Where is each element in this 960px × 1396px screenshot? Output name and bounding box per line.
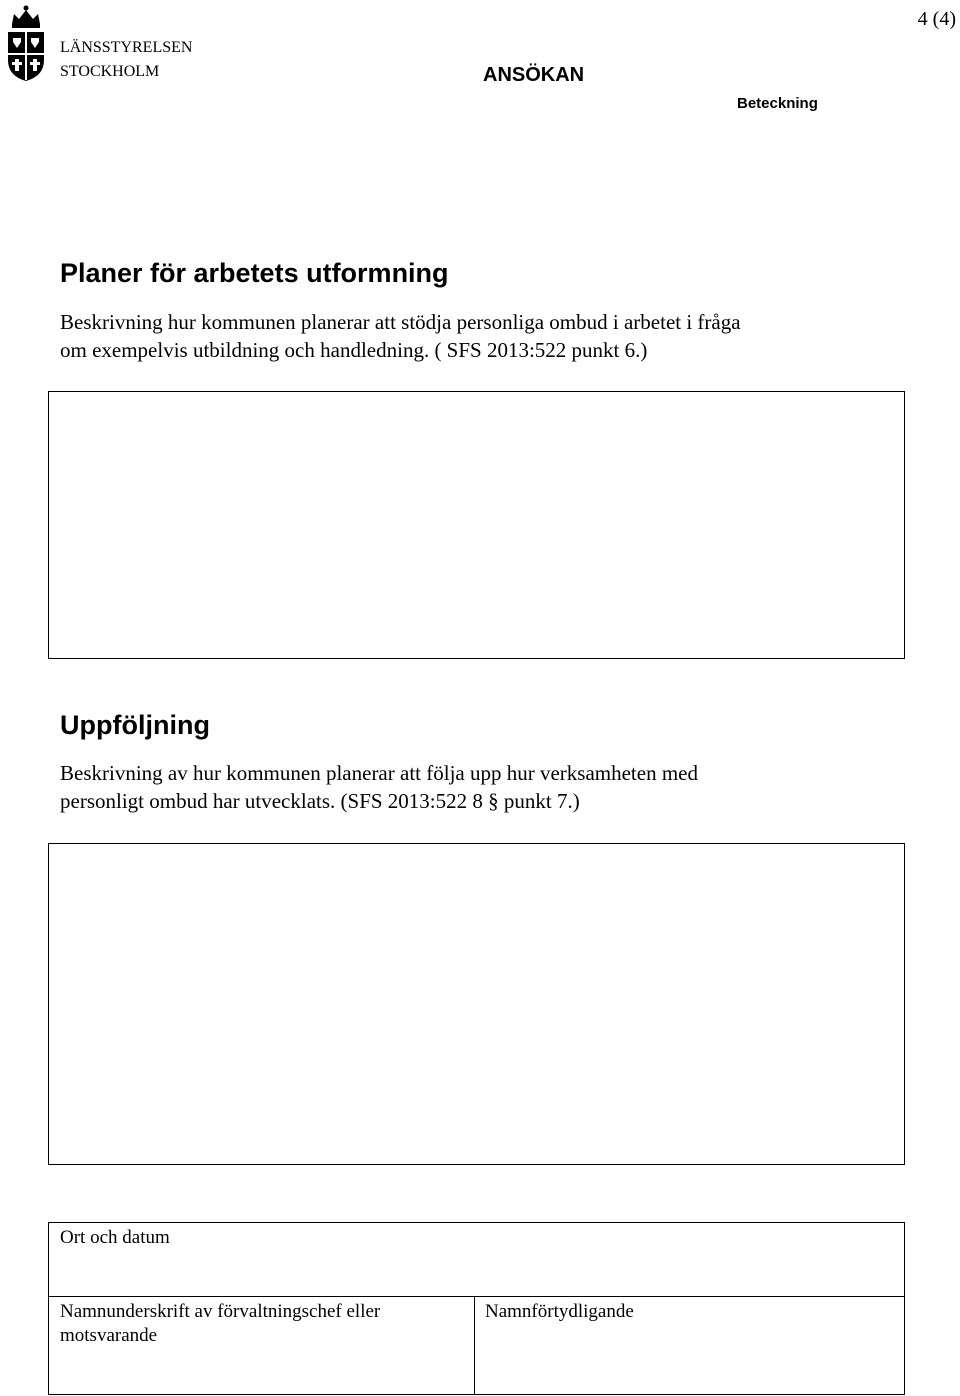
signature-field[interactable] <box>49 1297 475 1394</box>
section-title-design: Planer för arbetets utformning <box>60 258 449 288</box>
section-description-followup <box>60 759 920 815</box>
design-plan-text-box[interactable] <box>48 391 905 659</box>
followup-text-box[interactable] <box>48 843 905 1165</box>
document-type: ANSÖKAN <box>483 64 585 86</box>
signature-label: Namnunderskrift av förvaltningschef eller motsvarande <box>60 1301 381 1346</box>
place-date-label: Ort och datum <box>60 1227 170 1248</box>
description-line: Beskrivning hur kommunen planerar att stödja personliga ombud i arbetet i fråga <box>60 310 741 334</box>
description-line: Beskrivning av hur kommunen planerar att följa upp hur verksamheten med <box>60 761 698 785</box>
page-number: 4 (4) <box>917 8 956 30</box>
description-line: om exempelvis utbildning och handledning. ( SFS 2013:522 punkt 6.) <box>60 338 648 362</box>
section-title-followup: Uppföljning <box>60 710 210 740</box>
place-date-field[interactable] <box>49 1223 904 1297</box>
organization-line-2: STOCKHOLM <box>60 63 160 80</box>
organization-line-1: LÄNSSTYRELSEN <box>60 39 193 56</box>
organization-name <box>60 36 192 84</box>
name-clarification-field[interactable] <box>475 1297 904 1394</box>
signature-table <box>48 1222 905 1395</box>
description-line: personligt ombud har utvecklats. (SFS 2013:522 8 § punkt 7.) <box>60 789 580 813</box>
name-clarification-label: Namnförtydligande <box>485 1301 634 1322</box>
section-description-design <box>60 308 920 364</box>
reference-label: Beteckning <box>737 95 818 112</box>
coat-of-arms-logo <box>2 2 50 82</box>
